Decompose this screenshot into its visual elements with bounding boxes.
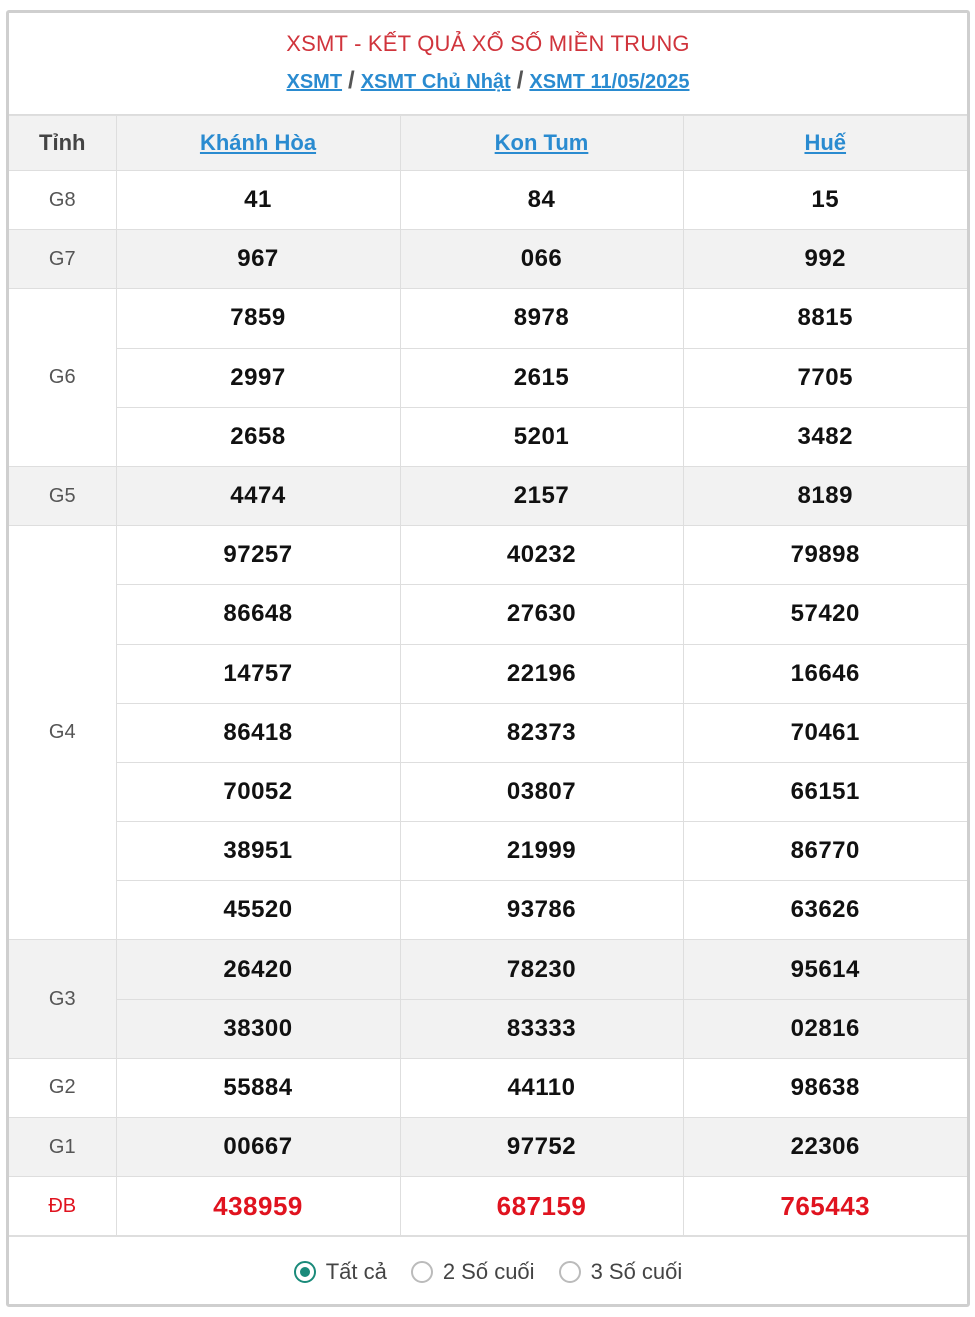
prize-number-g5: 4474	[116, 466, 400, 525]
prize-number-g4: 70052	[116, 762, 400, 821]
prize-number-g6: 7705	[683, 348, 967, 407]
prize-number-g4: 63626	[683, 881, 967, 940]
breadcrumb-separator: /	[516, 67, 524, 94]
results-card	[6, 10, 970, 1307]
filter-option-last-3[interactable]	[559, 1259, 683, 1285]
prize-number-db: 438959	[116, 1177, 400, 1236]
breadcrumb-link-xsmt-chu-nhat[interactable]: XSMT Chủ Nhật	[360, 71, 511, 93]
prize-number-g3: 83333	[400, 999, 683, 1058]
prize-number-g5: 8189	[683, 466, 967, 525]
prize-number-g3: 02816	[683, 999, 967, 1058]
breadcrumb-link-xsmt[interactable]: XSMT	[286, 71, 343, 93]
table-row	[9, 171, 967, 230]
table-row	[9, 289, 967, 348]
table-row	[9, 644, 967, 703]
prize-number-g4: 22196	[400, 644, 683, 703]
prize-number-g2: 44110	[400, 1058, 683, 1117]
table-row	[9, 1058, 967, 1117]
province-header-khanh-hoa	[116, 116, 400, 171]
prize-number-g3: 95614	[683, 940, 967, 999]
prize-number-g6: 7859	[116, 289, 400, 348]
prize-number-g4: 97257	[116, 526, 400, 585]
filter-option-last-2[interactable]	[411, 1259, 535, 1285]
prize-label-g5: G5	[9, 466, 116, 525]
province-header-hue	[683, 116, 967, 171]
prize-number-g6: 2658	[116, 407, 400, 466]
prize-number-g4: 57420	[683, 585, 967, 644]
prize-label-g2: G2	[9, 1058, 116, 1117]
table-row	[9, 881, 967, 940]
breadcrumb-link-xsmt-date[interactable]: XSMT 11/05/2025	[529, 71, 690, 93]
page-title: XSMT - KẾT QUẢ XỔ SỐ MIỀN TRUNG	[286, 31, 690, 56]
prize-number-g7: 967	[116, 230, 400, 289]
radio-selected-icon[interactable]	[294, 1261, 316, 1283]
table-row	[9, 348, 967, 407]
prize-number-g4: 38951	[116, 822, 400, 881]
results-table	[9, 115, 967, 1236]
prize-number-db: 765443	[683, 1177, 967, 1236]
prize-column-header: Tỉnh	[9, 116, 116, 171]
results-body	[9, 171, 967, 1236]
prize-number-g6: 2615	[400, 348, 683, 407]
prize-number-g1: 00667	[116, 1118, 400, 1177]
table-row	[9, 999, 967, 1058]
filter-option-label: 3 Số cuối	[590, 1258, 683, 1284]
table-row	[9, 585, 967, 644]
prize-number-db: 687159	[400, 1177, 683, 1236]
prize-number-g4: 70461	[683, 703, 967, 762]
prize-number-g5: 2157	[400, 466, 683, 525]
filter-option-label: Tất cả	[325, 1258, 387, 1284]
filter-option-all[interactable]	[294, 1259, 387, 1285]
province-link-khanh-hoa[interactable]: Khánh Hòa	[199, 130, 317, 155]
prize-number-g6: 2997	[116, 348, 400, 407]
prize-number-g3: 38300	[116, 999, 400, 1058]
table-row	[9, 1177, 967, 1236]
prize-number-g4: 16646	[683, 644, 967, 703]
table-header-row	[9, 116, 967, 171]
prize-number-g4: 86418	[116, 703, 400, 762]
table-row	[9, 703, 967, 762]
radio-icon[interactable]	[559, 1261, 581, 1283]
prize-label-g8: G8	[9, 171, 116, 230]
table-row	[9, 822, 967, 881]
prize-number-g3: 26420	[116, 940, 400, 999]
prize-number-g4: 86770	[683, 822, 967, 881]
prize-number-g2: 55884	[116, 1058, 400, 1117]
prize-number-g8: 84	[400, 171, 683, 230]
prize-number-g7: 992	[683, 230, 967, 289]
table-row	[9, 466, 967, 525]
prize-label-g7: G7	[9, 230, 116, 289]
table-row	[9, 1118, 967, 1177]
prize-number-g3: 78230	[400, 940, 683, 999]
province-header-kon-tum	[400, 116, 683, 171]
prize-label-g6: G6	[9, 289, 116, 467]
table-row	[9, 762, 967, 821]
prize-number-g7: 066	[400, 230, 683, 289]
prize-number-g6: 8815	[683, 289, 967, 348]
prize-number-g4: 93786	[400, 881, 683, 940]
province-link-hue[interactable]: Huế	[804, 130, 847, 155]
breadcrumb	[9, 67, 967, 95]
prize-number-g4: 86648	[116, 585, 400, 644]
prize-number-g4: 14757	[116, 644, 400, 703]
prize-number-g1: 22306	[683, 1118, 967, 1177]
prize-number-g2: 98638	[683, 1058, 967, 1117]
results-header	[9, 13, 967, 115]
radio-icon[interactable]	[411, 1261, 433, 1283]
prize-number-g4: 03807	[400, 762, 683, 821]
prize-number-g6: 8978	[400, 289, 683, 348]
breadcrumb-separator: /	[348, 67, 355, 94]
prize-number-g6: 3482	[683, 407, 967, 466]
prize-number-g4: 79898	[683, 526, 967, 585]
prize-number-g6: 5201	[400, 407, 683, 466]
table-row	[9, 407, 967, 466]
prize-label-g4: G4	[9, 526, 116, 940]
prize-label-g3: G3	[9, 940, 116, 1058]
prize-number-g8: 41	[116, 171, 400, 230]
prize-number-g1: 97752	[400, 1118, 683, 1177]
prize-number-g4: 82373	[400, 703, 683, 762]
prize-number-g4: 66151	[683, 762, 967, 821]
digit-filter	[9, 1236, 967, 1306]
prize-number-g4: 21999	[400, 822, 683, 881]
prize-label-g1: G1	[9, 1118, 116, 1177]
table-row	[9, 940, 967, 999]
table-row	[9, 526, 967, 585]
prize-number-g4: 40232	[400, 526, 683, 585]
prize-label-db: ĐB	[9, 1177, 116, 1236]
filter-option-label: 2 Số cuối	[442, 1258, 535, 1284]
table-row	[9, 230, 967, 289]
prize-number-g4: 27630	[400, 585, 683, 644]
prize-number-g4: 45520	[116, 881, 400, 940]
prize-number-g8: 15	[683, 171, 967, 230]
province-link-kon-tum[interactable]: Kon Tum	[494, 130, 589, 155]
